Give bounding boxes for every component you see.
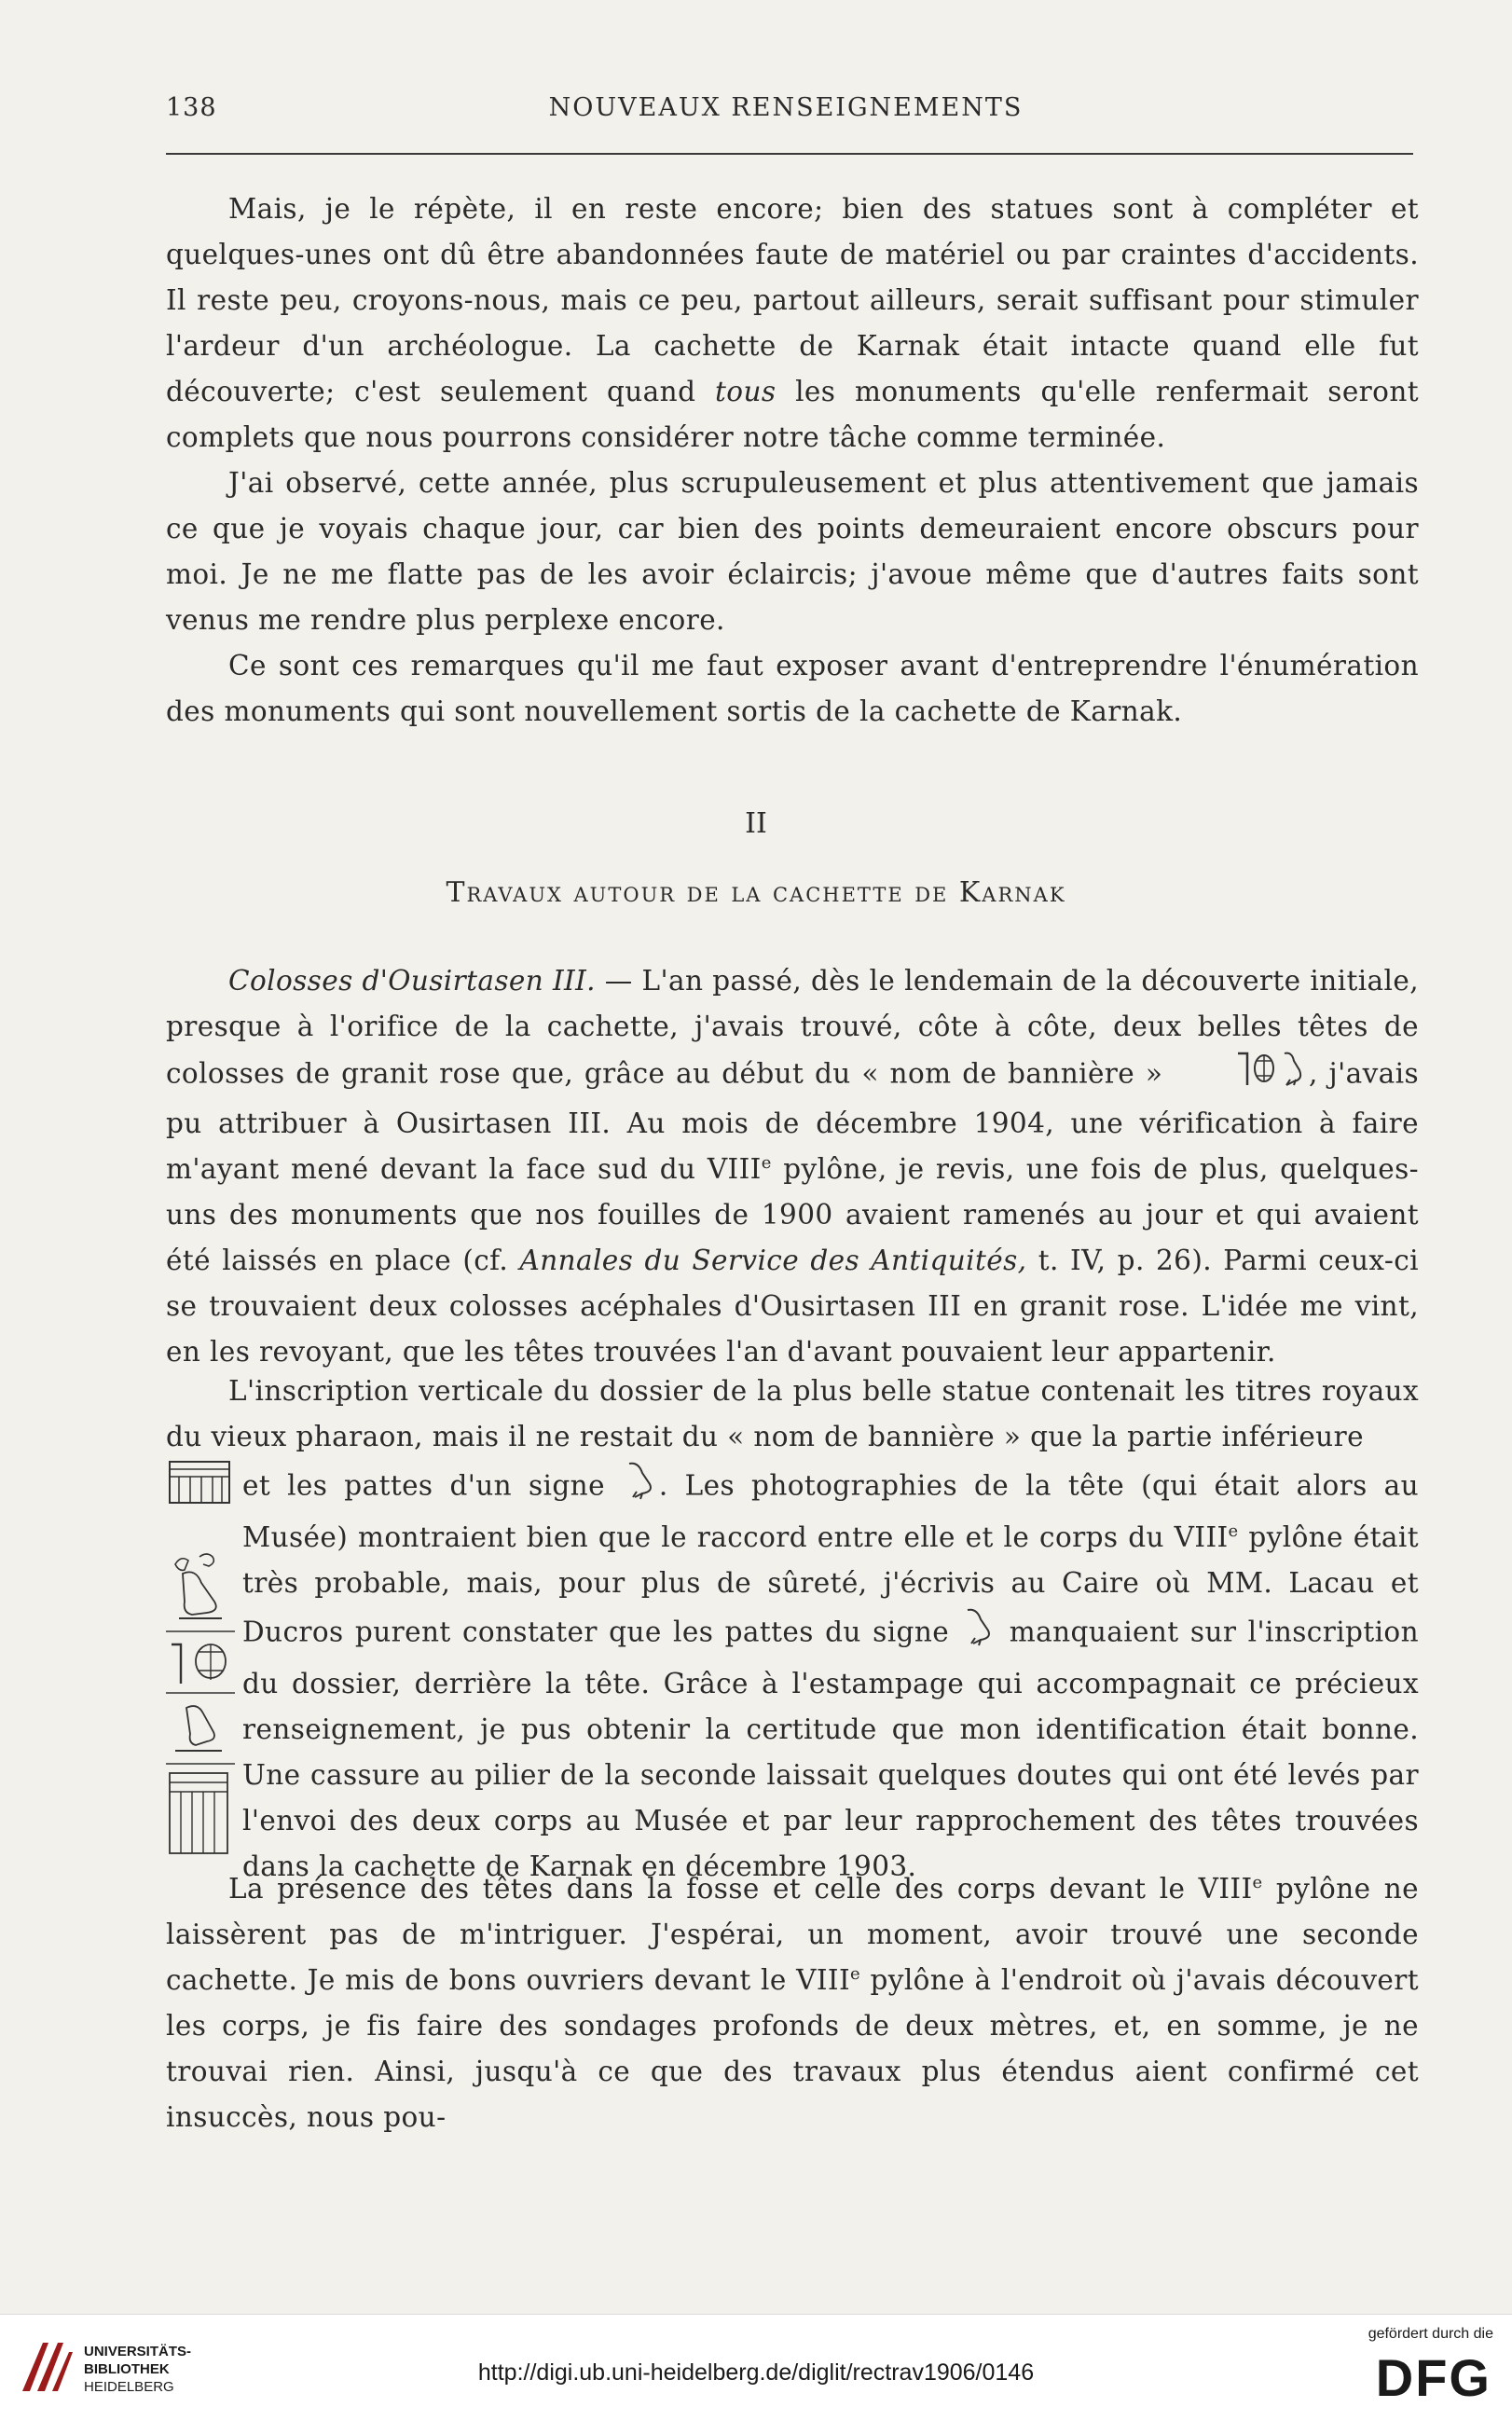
section-paragraphs [166, 958, 1419, 1375]
section-title: Travaux autour de la cachette de Karnak [446, 876, 1066, 909]
paragraph-5-start: L'inscription verticale du dossier de la plus belle statue contenait les titres royaux du vieux pharaon, mais il ne restait du « nom de bannière » que la partie inférieure [166, 1375, 1419, 1452]
paragraph-1: Mais, je le répète, il en reste encore; bien des statues sont à compléter et quelques-unes ont dû être abandonnées faute de matériel ou par craintes d'accidents. Il reste peu, croyons-nous, mais ce peu, partout ailleurs, serait suffisant pour stimuler l'ardeur d'un archéologue. La cachette de Karnak était intacte quand elle fut découverte; c'est seulement quand tous les monuments qu'elle renfermait seront complets que nous pourrons considérer notre tâche comme terminée. [166, 193, 1419, 453]
funded-by-label: gefördert durch die [1368, 2326, 1493, 2342]
page-header [166, 93, 1406, 132]
paragraph-2: J'ai observé, cette année, plus scrupuleusement et plus attentivement que jamais ce que je voyais chaque jour, car bien des points demeuraient encore obscurs pour moi. Je ne me flatte pas de les avoir éclaircis; j'avoue même que d'autres faits sont venus me rendre plus perplexe encore. [166, 467, 1419, 636]
running-title: NOUVEAUX RENSEIGNEMENTS [548, 93, 1024, 122]
hieroglyph-inscription-column [166, 1544, 239, 1856]
footer-bar [0, 2314, 1512, 2421]
paragraph-5-continued: et les pattes d'un signe . Les photographies de la tête (qui était alors au Musée) montraient bien que le raccord entre elle et le corps du VIIIe pylône était très probable, mais, pour plus de sûreté, j'écrivis au Caire où MM. Lacau et Ducros purent constater que les pattes du signe manquaient sur l'inscription du dossier, derrière la tête. Grâce à l'estampage qui accompagnait ce précieux renseignement, je pus obtenir la certitude que mon identification était bonne. Une cassure au pilier de la seconde laissait quelques doutes qui ont été levés par l'envoi des deux corps au Musée et par leur rapprochement des têtes trouvées dans la cachette de Karnak en décembre 1903. [242, 1460, 1419, 1890]
bird-sign-hieroglyph-2 [960, 1606, 997, 1661]
dfg-logo: DFG [1375, 2348, 1491, 2407]
header-rule [166, 153, 1413, 155]
paragraph-4: Colosses d'Ousirtasen III. — L'an passé, dès le lendemain de la découverte initiale, presque à l'orifice de la cachette, j'avais trouvé, côte à côte, deux belles têtes de colosses de granit rose que, grâce au début du « nom de bannière » , j'avais pu attribuer à Ousirtasen III. Au mois de décembre 1904, une vérification à faire m'ayant mené devant la face sud du VIIIe pylône, je revis, une fois de plus, quelques-uns des monuments que nos fouilles de 1900 avaient ramenés au jour et qui avaient été laissés en place (cf. Annales du Service des Antiquités, t. IV, p. 26). Parmi ceux-ci se trouvaient deux colosses acéphales d'Ousirtasen III en granit rose. L'idée me vint, en les revoyant, que les têtes trouvées l'an d'avant pouvaient leur appartenir. [166, 965, 1420, 1368]
paragraph-6-block [166, 1866, 1419, 2140]
paragraph-6: La présence des têtes dans la fosse et celle des corps devant le VIIIe pylône ne laissèrent pas de m'intriguer. J'espérai, un moment, avoir trouvé une seconde cachette. Je mis de bons ouvriers devant le VIIIe pylône à l'endroit où j'avais découvert les corps, je fis faire des sondages profonds de deux mètres, et, en somme, je ne trouvai rien. Ainsi, jusqu'à ce que des travaux plus étendus aient confirmé cet insuccès, nous pou- [166, 1873, 1420, 2133]
intro-paragraphs [166, 186, 1419, 735]
source-url-link[interactable]: http://digi.ub.uni-heidelberg.de/diglit/rectrav1906/0146 [477, 2359, 1035, 2386]
bird-sign-hieroglyph [622, 1460, 659, 1515]
banner-name-hieroglyph [1174, 1050, 1309, 1101]
paragraph-5-block [166, 1369, 1419, 1460]
page-number: 138 [166, 93, 217, 122]
paragraph-3: Ce sont ces remarques qu'il me faut exposer avant d'entreprendre l'énumération des monuments qui sont nouvellement sortis de la cachette de Karnak. [166, 650, 1419, 727]
section-number: II [745, 807, 767, 840]
library-name: UNIVERSITÄTS- BIBLIOTHEK HEIDELBERG [84, 2344, 192, 2395]
banner-fragment-hieroglyph [166, 1460, 237, 1505]
